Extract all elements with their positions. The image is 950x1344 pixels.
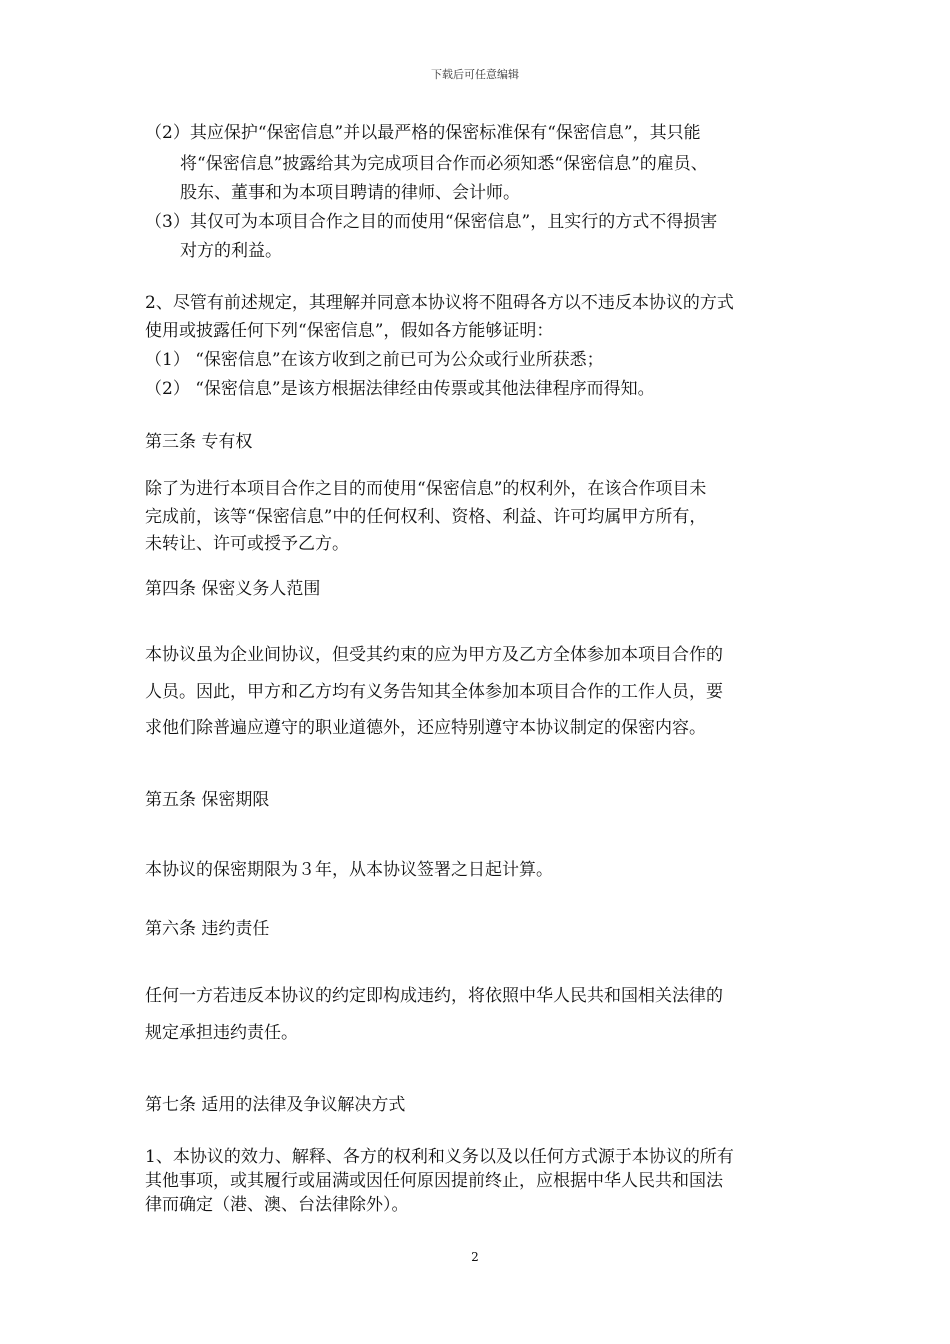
page-number: 2	[471, 1250, 479, 1264]
paragraph-line: 除了为进行本项目合作之目的而使用“保密信息”的权利外，在该合作项目未	[145, 479, 707, 499]
section-heading: 第七条 适用的法律及争议解决方式	[145, 1095, 406, 1115]
paragraph-line: 规定承担违约责任。	[145, 1023, 298, 1043]
paragraph-line: 完成前，该等“保密信息”中的任何权利、资格、利益、许可均属甲方所有，	[145, 507, 707, 527]
paragraph-line: 本协议的保密期限为３年，从本协议签署之日起计算。	[145, 860, 553, 880]
paragraph-line: 2、尽管有前述规定，其理解并同意本协议将不阻碍各方以不违反本协议的方式	[145, 293, 734, 313]
clause-2-item-cont: 将“保密信息”披露给其为完成项目合作而必须知悉“保密信息”的雇员、	[180, 154, 708, 174]
section-heading: 第三条 专有权	[145, 432, 253, 452]
paragraph-line: 未转让、许可或授予乙方。	[145, 534, 349, 554]
paragraph-line: 任何一方若违反本协议的约定即构成违约，将依照中华人民共和国相关法律的	[145, 986, 723, 1006]
section-heading: 第六条 违约责任	[145, 919, 270, 939]
clause-3-item-cont: 对方的利益。	[180, 241, 282, 261]
section-heading: 第四条 保密义务人范围	[145, 579, 321, 599]
section-heading: 第五条 保密期限	[145, 790, 270, 810]
clause-3-item: （3）其仅可为本项目合作之目的而使用“保密信息”，且实行的方式不得损害	[145, 212, 718, 232]
paragraph-line: 其他事项，或其履行或届满或因任何原因提前终止，应根据中华人民共和国法	[145, 1171, 723, 1191]
list-item: （2） “保密信息”是该方根据法律经由传票或其他法律程序而得知。	[145, 379, 655, 399]
clause-2-item: （2）其应保护“保密信息”并以最严格的保密标准保有“保密信息”，其只能	[145, 123, 701, 143]
clause-2-item-cont: 股东、董事和为本项目聘请的律师、会计师。	[180, 183, 520, 203]
paragraph-line: 本协议虽为企业间协议，但受其约束的应为甲方及乙方全体参加本项目合作的	[145, 645, 723, 665]
paragraph-line: 使用或披露任何下列“保密信息”，假如各方能够证明：	[145, 321, 554, 341]
paragraph-line: 律而确定（港、澳、台法律除外）。	[145, 1195, 409, 1215]
paragraph-line: 1、本协议的效力、解释、各方的权利和义务以及以任何方式源于本协议的所有	[145, 1147, 734, 1167]
list-item: （1） “保密信息”在该方收到之前已可为公众或行业所获悉；	[145, 350, 604, 370]
paragraph-line: 人员。因此，甲方和乙方均有义务告知其全体参加本项目合作的工作人员，要	[145, 682, 723, 702]
page-header: 下载后可任意编辑	[431, 68, 519, 81]
paragraph-line: 求他们除普遍应遵守的职业道德外，还应特别遵守本协议制定的保密内容。	[145, 718, 706, 738]
